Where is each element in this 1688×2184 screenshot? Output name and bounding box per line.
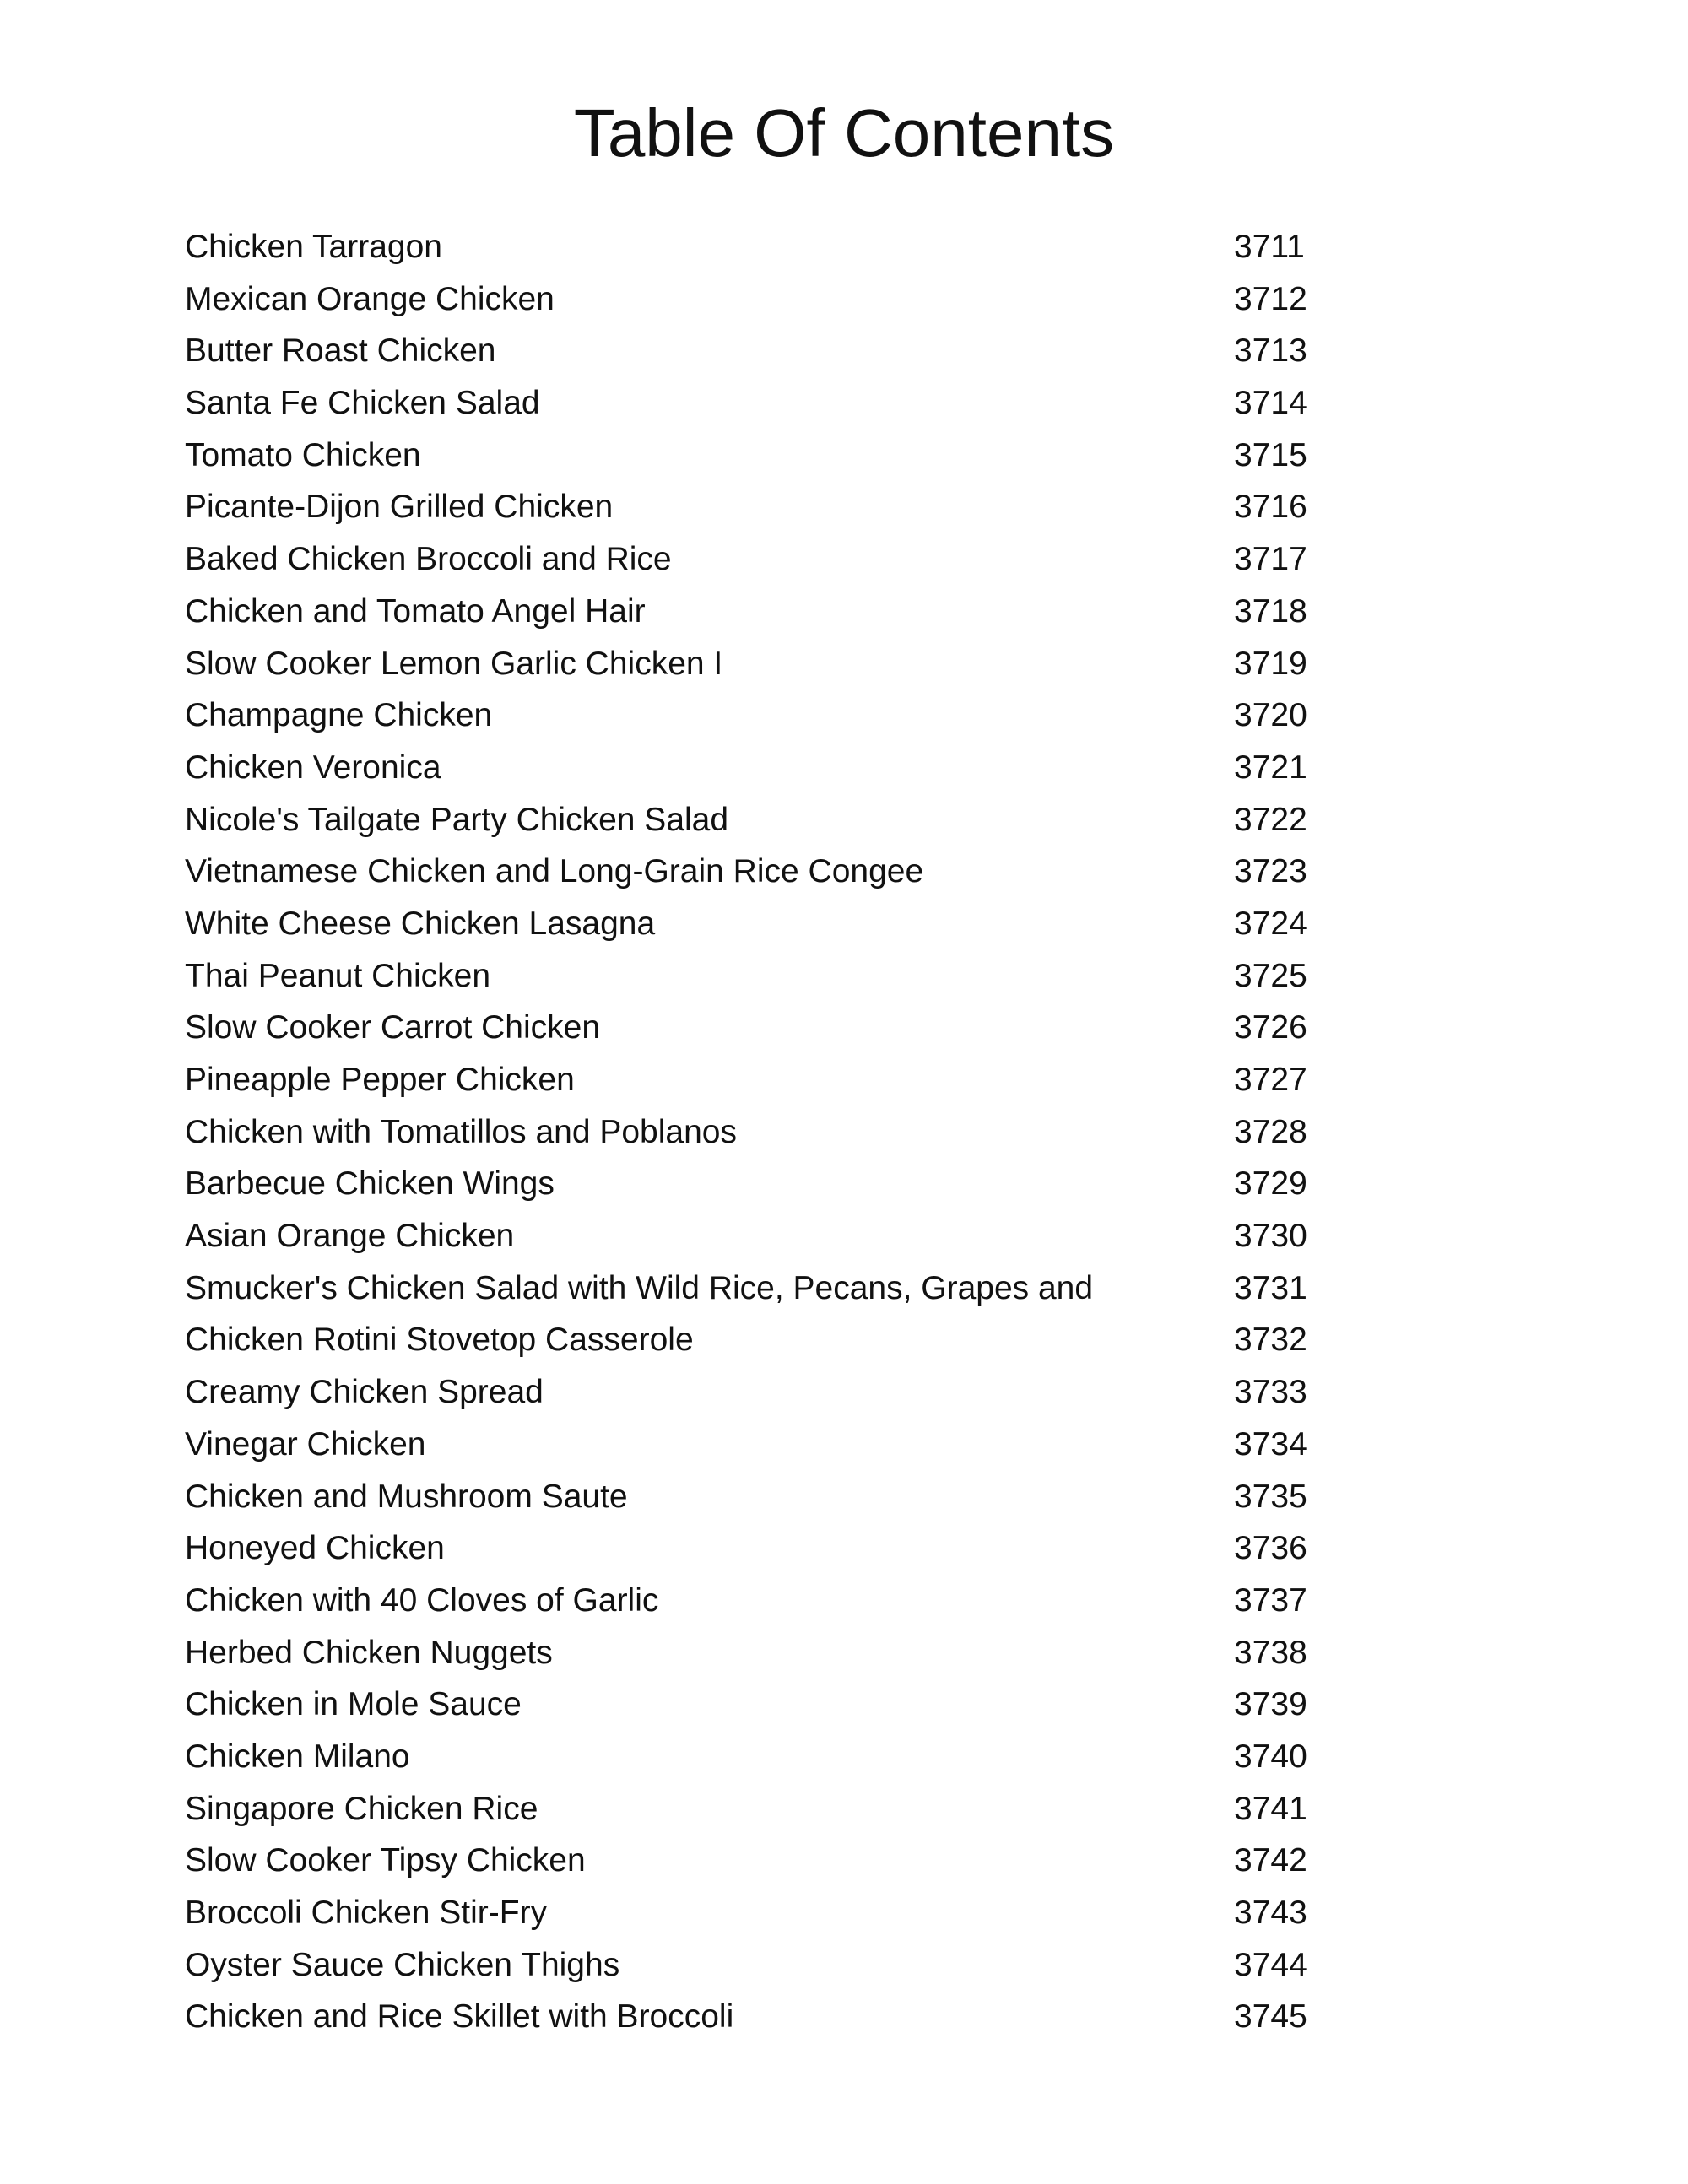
toc-entry[interactable] (185, 794, 1366, 846)
entry-title: Vietnamese Chicken and Long-Grain Rice Congee (185, 853, 924, 890)
entry-title: Chicken and Rice Skillet with Broccoli (185, 1998, 734, 2035)
toc-entry[interactable] (185, 950, 1366, 1003)
entry-page-number: 3731 (1234, 1269, 1307, 1306)
entry-title: Smucker's Chicken Salad with Wild Rice, Pecans, Grapes and (185, 1269, 1094, 1306)
entry-title: Butter Roast Chicken (185, 332, 496, 370)
toc-entry[interactable] (185, 586, 1366, 638)
toc-entry[interactable] (185, 1991, 1366, 2043)
toc-entry[interactable] (185, 1158, 1366, 1210)
entry-page-number: 3740 (1234, 1738, 1307, 1775)
entry-title: Thai Peanut Chicken (185, 957, 491, 994)
toc-entry[interactable] (185, 1366, 1366, 1419)
entry-title: Vinegar Chicken (185, 1425, 426, 1462)
entry-title: Nicole's Tailgate Party Chicken Salad (185, 801, 729, 838)
page-title: Table Of Contents (573, 95, 1115, 170)
entry-title: Chicken with Tomatillos and Poblanos (185, 1113, 737, 1150)
entry-title: Chicken Tarragon (185, 229, 442, 265)
entry-page-number: 3734 (1234, 1425, 1307, 1462)
entry-page-number: 3727 (1234, 1062, 1307, 1098)
entry-title: Asian Orange Chicken (185, 1218, 515, 1255)
entry-title: Pineapple Pepper Chicken (185, 1062, 575, 1098)
entry-page-number: 3743 (1234, 1895, 1307, 1931)
entry-title: Santa Fe Chicken Salad (185, 385, 540, 422)
entry-page-number: 3730 (1234, 1218, 1307, 1255)
entry-page-number: 3718 (1234, 592, 1307, 630)
toc-entry[interactable] (185, 1262, 1366, 1315)
entry-page-number: 3715 (1234, 436, 1307, 473)
entry-title: Champagne Chicken (185, 697, 493, 734)
entry-page-number: 3726 (1234, 1009, 1307, 1046)
toc-entry[interactable] (185, 481, 1366, 533)
toc-entry[interactable] (185, 1106, 1366, 1159)
entry-title: Tomato Chicken (185, 436, 421, 473)
toc-entry[interactable] (185, 1471, 1366, 1523)
entry-title: Honeyed Chicken (185, 1530, 445, 1567)
entry-page-number: 3728 (1234, 1113, 1307, 1150)
entry-title: Barbecue Chicken Wings (185, 1165, 555, 1203)
toc-entry[interactable] (185, 1419, 1366, 1471)
toc-entry[interactable] (185, 1210, 1366, 1262)
entry-page-number: 3733 (1234, 1374, 1307, 1411)
entry-title: Singapore Chicken Rice (185, 1790, 538, 1827)
entry-page-number: 3717 (1234, 541, 1307, 578)
toc-entry[interactable] (185, 1679, 1366, 1731)
toc-entry[interactable] (185, 689, 1366, 742)
entry-page-number: 3735 (1234, 1478, 1307, 1515)
toc-entry[interactable] (185, 325, 1366, 377)
toc-list (185, 221, 1366, 2043)
entry-page-number: 3719 (1234, 645, 1307, 682)
toc-entry[interactable] (185, 1522, 1366, 1575)
entry-title: Slow Cooker Tipsy Chicken (185, 1842, 586, 1879)
entry-page-number: 3721 (1234, 749, 1307, 786)
entry-title: Chicken and Mushroom Saute (185, 1478, 628, 1515)
entry-title: Chicken Rotini Stovetop Casserole (185, 1322, 694, 1359)
toc-entry[interactable] (185, 638, 1366, 690)
toc-entry[interactable] (185, 1575, 1366, 1627)
entry-page-number: 3737 (1234, 1581, 1307, 1619)
entry-title: Chicken and Tomato Angel Hair (185, 592, 646, 630)
toc-entry[interactable] (185, 742, 1366, 794)
entry-page-number: 3742 (1234, 1842, 1307, 1879)
entry-page-number: 3744 (1234, 1946, 1307, 1983)
toc-entry[interactable] (185, 1835, 1366, 1887)
entry-page-number: 3712 (1234, 280, 1307, 317)
entry-page-number: 3711 (1234, 229, 1305, 265)
entry-page-number: 3722 (1234, 801, 1307, 838)
entry-page-number: 3714 (1234, 385, 1307, 422)
entry-page-number: 3713 (1234, 332, 1307, 370)
entry-title: Broccoli Chicken Stir-Fry (185, 1895, 548, 1931)
entry-page-number: 3729 (1234, 1165, 1307, 1203)
entry-title: Oyster Sauce Chicken Thighs (185, 1946, 620, 1983)
toc-entry[interactable] (185, 1731, 1366, 1783)
entry-page-number: 3720 (1234, 697, 1307, 734)
entry-title: Chicken in Mole Sauce (185, 1686, 522, 1723)
entry-title: Chicken Veronica (185, 749, 441, 786)
entry-page-number: 3724 (1234, 905, 1307, 942)
entry-title: Mexican Orange Chicken (185, 280, 555, 317)
toc-entry[interactable] (185, 846, 1366, 898)
toc-entry[interactable] (185, 1939, 1366, 1992)
toc-entry[interactable] (185, 221, 1366, 273)
toc-entry[interactable] (185, 1783, 1366, 1835)
toc-entry[interactable] (185, 1314, 1366, 1366)
toc-entry[interactable] (185, 533, 1366, 586)
toc-entry[interactable] (185, 430, 1366, 482)
entry-page-number: 3739 (1234, 1686, 1307, 1723)
entry-title: Herbed Chicken Nuggets (185, 1634, 553, 1671)
toc-entry[interactable] (185, 1054, 1366, 1106)
entry-page-number: 3736 (1234, 1530, 1307, 1567)
entry-page-number: 3723 (1234, 853, 1307, 890)
entry-page-number: 3741 (1234, 1790, 1307, 1827)
entry-page-number: 3732 (1234, 1322, 1307, 1359)
toc-entry[interactable] (185, 898, 1366, 950)
entry-title: Baked Chicken Broccoli and Rice (185, 541, 672, 578)
entry-page-number: 3738 (1234, 1634, 1307, 1671)
entry-title: White Cheese Chicken Lasagna (185, 905, 656, 942)
entry-title: Slow Cooker Lemon Garlic Chicken I (185, 645, 723, 682)
entry-page-number: 3716 (1234, 489, 1307, 526)
entry-title: Slow Cooker Carrot Chicken (185, 1009, 601, 1046)
toc-entry[interactable] (185, 1627, 1366, 1679)
entry-title: Chicken with 40 Cloves of Garlic (185, 1581, 659, 1619)
entry-title: Creamy Chicken Spread (185, 1374, 544, 1411)
entry-page-number: 3725 (1234, 957, 1307, 994)
entry-page-number: 3745 (1234, 1998, 1307, 2035)
toc-entry[interactable] (185, 1887, 1366, 1939)
entry-title: Chicken Milano (185, 1738, 410, 1775)
entry-title: Picante-Dijon Grilled Chicken (185, 489, 614, 526)
toc-entry[interactable] (185, 1002, 1366, 1054)
toc-entry[interactable] (185, 377, 1366, 430)
toc-entry[interactable] (185, 273, 1366, 326)
